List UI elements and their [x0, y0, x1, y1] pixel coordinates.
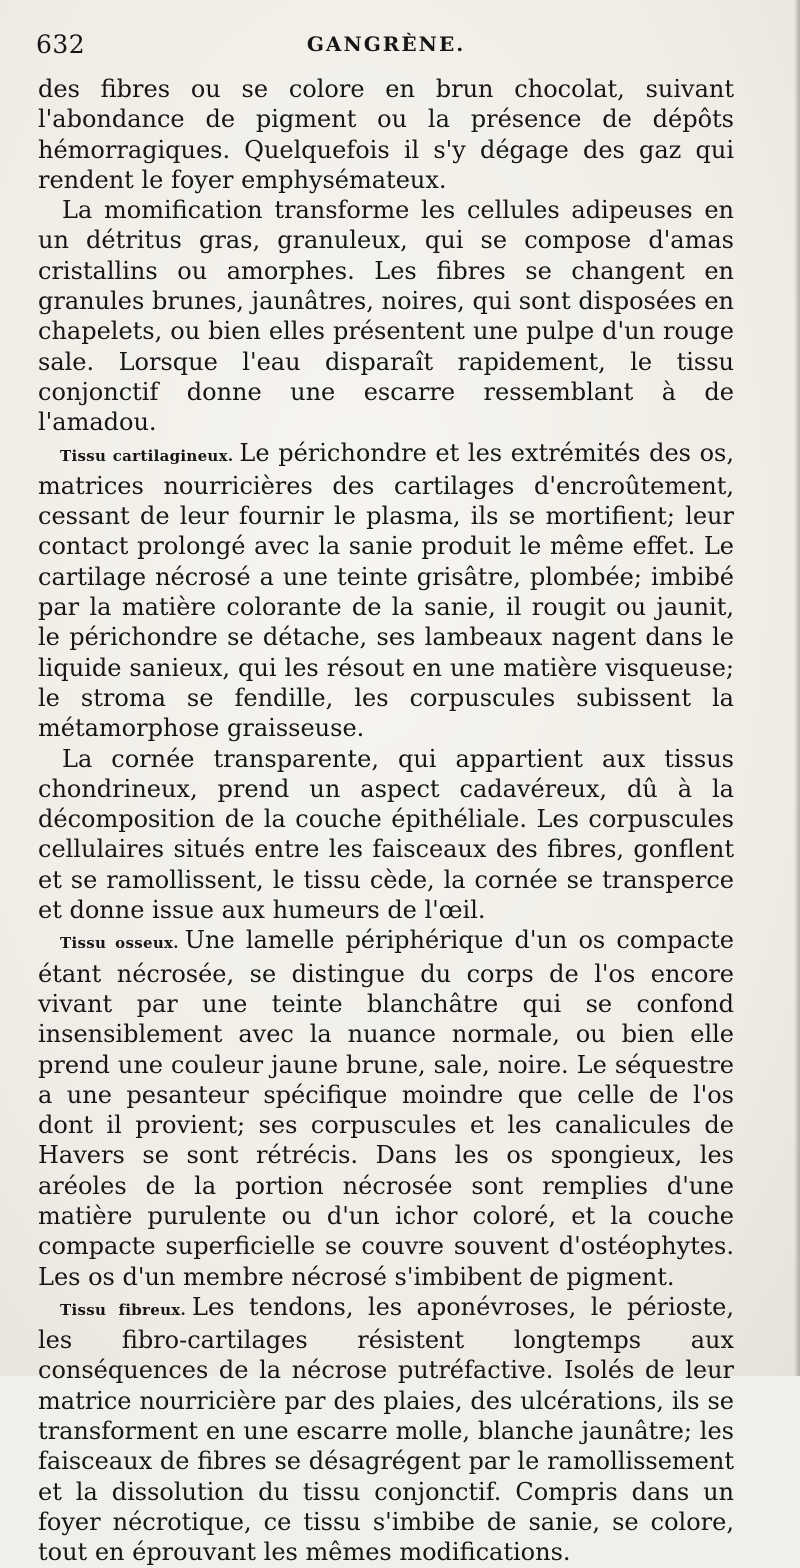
paragraph-text: La momification transforme les cellules adipeuses en un détritus gras, granuleux, qui se compose d'amas cristallins ou amorphes. Les fibres se changent en granules brunes, jaunâtres, noires, qui sont disposées en chapelets, ou bien elles présentent une pulpe d'un rouge sale. Lorsque l'eau disparaît rapidement, le tissu conjonctif donne une escarre ressemblant à de l'amadou.: [38, 196, 734, 437]
page-number: 632: [36, 30, 86, 59]
section-lead-heading: Tissu cartilagineux.: [60, 446, 234, 465]
section-lead-heading: Tissu fibreux.: [60, 1300, 187, 1319]
paragraph-tissu-fibreux: [38, 1292, 734, 1568]
paragraph-cornee: [38, 744, 734, 926]
paragraph-text: Une lamelle périphérique d'un os compacte étant nécrosée, se distingue du corps de l'os encore vivant par une teinte blanchâtre qui se confond insensiblement avec la nuance normale, ou bien elle prend une couleur jaune brune, sale, noire. Le séquestre a une pesanteur spécifique moindre que celle de l'os dont il provient; ses corpuscules et les canalicules de Havers se sont rétrécis. Dans les os spongieux, les aréoles de la portion nécrosée sont remplies d'une matière purulente ou d'un ichor coloré, et la couche compacte superficielle se couvre souvent d'ostéophytes. Les os d'un membre nécrosé s'imbibent de pigment.: [38, 926, 734, 1291]
paragraph-text: des fibres ou se colore en brun chocolat, suivant l'abondance de pigment ou la présence de dépôts hémorragiques. Quelquefois il s'y dégage des gaz qui rendent le foyer emphysémateux.: [38, 75, 734, 194]
body-text: [38, 74, 734, 1568]
paragraph-text: La cornée transparente, qui appartient aux tissus chondrineux, prend un aspect cadavéreux, dû à la décomposition de la couche épithéliale. Les corpuscules cellulaires situés entre les faisceaux des fibres, gonflent et se ramollissent, le tissu cède, la cornée se transperce et donne issue aux humeurs de l'œil.: [38, 744, 734, 925]
paragraph-text: Les tendons, les aponévroses, le périoste, les fibro-cartilages résistent longtemps aux conséquences de la nécrose putréfactive. Isolés de leur matrice nourricière par des plaies, des ulcérations, ils se transforment en une escarre molle, blanche jaunâtre; les faisceaux de fibres se désagrégent par le ramollissement et la dissolution du tissu conjonctif. Compris dans un foyer nécrotique, ce tissu s'imbibe de sanie, se colore, tout en éprouvant les mêmes modifications.: [38, 1292, 734, 1567]
paragraph-text: Le périchondre et les extrémités des os, matrices nourricières des cartilages d'encroûtement, cessant de leur fournir le plasma, ils se mortifient; leur contact prolongé avec la sanie produit le même effet. Le cartilage nécrosé a une teinte grisâtre, plombée; imbibé par la matière colorante de la sanie, il rougit ou jaunit, le périchondre se détache, ses lambeaux nagent dans le liquide sanieux, qui les résout en une matière visqueuse; le stroma se fendille, les corpuscules subissent la métamorphose graisseuse.: [38, 438, 735, 743]
running-title: GANGRÈNE.: [306, 32, 466, 56]
paragraph-momification: [38, 195, 734, 437]
section-lead-heading: Tissu osseux.: [60, 934, 179, 953]
paragraph-continuation: [38, 74, 734, 195]
paragraph-tissu-cartilagineux: [38, 438, 734, 744]
paragraph-tissu-osseux: [38, 925, 734, 1292]
page-header: [36, 30, 736, 64]
page-edge-shadow: [794, 0, 800, 1376]
